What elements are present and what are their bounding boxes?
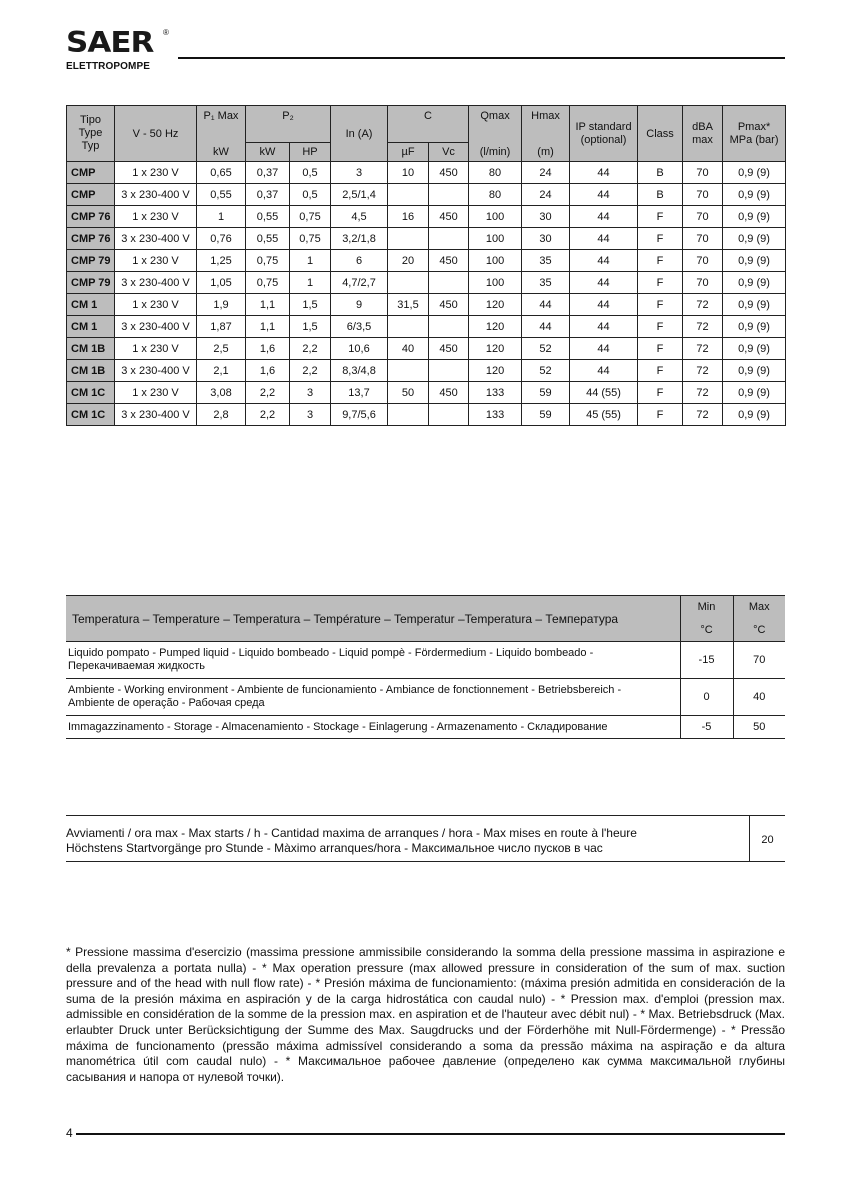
table-row (66, 679, 785, 716)
cell-current: 2,5/1,4 (331, 184, 388, 206)
cell-model: CMP (67, 162, 115, 184)
header-p2-hp: HP (290, 143, 331, 162)
row-text-line: Liquido pompato - Pumped liquid - Liquido bombeado - Liquid pompè - Fördermedium - Liquido bombeado - (68, 647, 594, 659)
cell-model: CMP 76 (67, 228, 115, 250)
header-dba-max: max (692, 133, 713, 146)
cell-dba: 70 (683, 206, 723, 228)
temperature-min-header (680, 596, 733, 642)
cell-class: F (638, 250, 683, 272)
header-p1-max: P₁ Max (197, 106, 246, 143)
cell-pmax: 0,9 (9) (723, 206, 786, 228)
cell-voltage: 3 x 230-400 V (115, 360, 197, 382)
cell-p2-kw: 0,55 (246, 228, 290, 250)
cell-voltage: 3 x 230-400 V (115, 184, 197, 206)
cell-qmax: 133 (469, 404, 522, 426)
cell-p2-kw: 2,2 (246, 382, 290, 404)
table-row (67, 228, 786, 250)
header-tipo-de: Typ (81, 140, 100, 152)
cell-pmax: 0,9 (9) (723, 360, 786, 382)
cell-cap-vc (429, 228, 469, 250)
max-starts-line: Avviamenti / ora max - Max starts / h - Cantidad maxima de arranques / hora - Max mises en route à l'heure (66, 826, 637, 840)
max-label: Max (748, 601, 770, 613)
cell-p2-kw: 1,1 (246, 316, 290, 338)
cell-model: CMP 79 (67, 250, 115, 272)
logo-registered-mark: ® (163, 28, 169, 37)
cell-p1-max: 1,9 (197, 294, 246, 316)
temperature-row-label (66, 679, 680, 716)
cell-p2-hp: 1,5 (290, 294, 331, 316)
cell-p2-hp: 0,5 (290, 162, 331, 184)
table-row (66, 642, 785, 679)
cell-ip: 44 (570, 294, 638, 316)
cell-current: 13,7 (331, 382, 388, 404)
cell-dba: 72 (683, 404, 723, 426)
cell-p1-max: 0,76 (197, 228, 246, 250)
cell-ip: 44 (570, 250, 638, 272)
cell-cap-uf: 10 (388, 162, 429, 184)
cell-cap-vc (429, 184, 469, 206)
cell-voltage: 1 x 230 V (115, 294, 197, 316)
cell-model: CM 1B (67, 338, 115, 360)
cell-voltage: 1 x 230 V (115, 382, 197, 404)
cell-model: CMP (67, 184, 115, 206)
cell-cap-vc: 450 (429, 250, 469, 272)
cell-p2-hp: 0,75 (290, 206, 331, 228)
max-starts-box (66, 815, 785, 862)
header-ip-standard: IP standard (575, 120, 632, 133)
cell-hmax: 24 (522, 162, 570, 184)
temperature-min-value: -5 (680, 716, 733, 739)
header-hmax-unit: (m) (522, 143, 570, 162)
cell-cap-vc (429, 404, 469, 426)
cell-class: F (638, 382, 683, 404)
cell-class: F (638, 338, 683, 360)
saer-logo (66, 28, 176, 74)
temperature-max-value: 70 (733, 642, 785, 679)
cell-cap-vc (429, 360, 469, 382)
cell-dba: 72 (683, 294, 723, 316)
cell-hmax: 24 (522, 184, 570, 206)
pressure-footnote: * Pressione massima d'esercizio (massima pressione ammissibile considerando la somma della pressione massima in aspirazione e della prevalenza a portata nulla) - * Max operation pressure (max allowed pressure in consideration of the sum of max. suction pressure and of the head with null flow rate) - * Presión máxima de funcionamiento: (máxima presión admitida en consideración de la suma de la presión máxima en aspiración y de la carga hidrostática con caudal nulo) - * Pression max. d'emploi (pression max. admissible en considération de la somme de la pression max. en aspiration et de l'hauteur avec débit nul) - * Max. Betriebsdruck (Max. erlaubter Druck unter Berücksichtigung der Summe des Max. Saugdrucks und der Förderhöhe mit Null-Fördermenge) - * Pressão máxima de funcionamento (pressão máxima admissível considerando a soma da pressão máxima na aspiração e da altura manométrica útil com caudal nulo) - * Максимальное рабочее давление (определено как сумма максимальной глубины сасывания и напора от нулевой точки). (66, 945, 785, 1084)
cell-current: 4,7/2,7 (331, 272, 388, 294)
header-c: C (388, 106, 469, 143)
cell-cap-uf (388, 404, 429, 426)
cell-p2-hp: 1 (290, 272, 331, 294)
cell-cap-vc: 450 (429, 162, 469, 184)
cell-current: 9 (331, 294, 388, 316)
cell-cap-uf: 50 (388, 382, 429, 404)
header-hmax: Hmax (522, 106, 570, 143)
cell-hmax: 44 (522, 294, 570, 316)
cell-ip: 44 (570, 228, 638, 250)
cell-hmax: 35 (522, 272, 570, 294)
cell-voltage: 1 x 230 V (115, 206, 197, 228)
table-row (66, 716, 785, 739)
cell-p1-max: 0,65 (197, 162, 246, 184)
cell-voltage: 3 x 230-400 V (115, 316, 197, 338)
cell-qmax: 120 (469, 316, 522, 338)
cell-model: CM 1C (67, 404, 115, 426)
cell-pmax: 0,9 (9) (723, 382, 786, 404)
cell-class: F (638, 206, 683, 228)
cell-p1-max: 1 (197, 206, 246, 228)
cell-cap-vc (429, 272, 469, 294)
cell-hmax: 30 (522, 206, 570, 228)
header-voltage: V - 50 Hz (115, 106, 197, 162)
cell-current: 9,7/5,6 (331, 404, 388, 426)
cell-p2-kw: 0,75 (246, 250, 290, 272)
header-p1-unit: kW (197, 143, 246, 162)
temperature-row-label (66, 642, 680, 679)
table-row (67, 316, 786, 338)
cell-class: F (638, 316, 683, 338)
cell-ip: 44 (570, 162, 638, 184)
cell-pmax: 0,9 (9) (723, 228, 786, 250)
cell-model: CM 1B (67, 360, 115, 382)
cell-cap-uf (388, 360, 429, 382)
min-unit: °C (700, 624, 713, 636)
cell-dba: 70 (683, 272, 723, 294)
max-starts-label (66, 826, 676, 856)
header-qmax-unit: (l/min) (469, 143, 522, 162)
cell-cap-uf: 20 (388, 250, 429, 272)
cell-ip: 44 (570, 338, 638, 360)
cell-hmax: 59 (522, 382, 570, 404)
cell-hmax: 35 (522, 250, 570, 272)
header-rule (178, 57, 785, 59)
table-row (67, 162, 786, 184)
header-qmax: Qmax (469, 106, 522, 143)
header-pmax (723, 106, 786, 162)
cell-p2-hp: 0,5 (290, 184, 331, 206)
cell-p2-hp: 2,2 (290, 360, 331, 382)
row-text-line: Ambiente - Working environment - Ambiente de funcionamiento - Ambiance de fonctionnement - Betriebsbereich - (68, 684, 622, 696)
cell-current: 3 (331, 162, 388, 184)
cell-model: CM 1 (67, 316, 115, 338)
cell-p2-kw: 0,37 (246, 184, 290, 206)
cell-qmax: 80 (469, 184, 522, 206)
cell-p2-kw: 0,37 (246, 162, 290, 184)
cell-p1-max: 2,1 (197, 360, 246, 382)
header-pmax-label: Pmax* (737, 120, 771, 133)
row-text-line: Перекачиваемая жидкость (68, 660, 205, 672)
cell-cap-uf: 40 (388, 338, 429, 360)
cell-p2-kw: 1,1 (246, 294, 290, 316)
cell-current: 10,6 (331, 338, 388, 360)
cell-voltage: 1 x 230 V (115, 250, 197, 272)
row-text-line: Immagazzinamento - Storage - Almacenamiento - Stockage - Einlagerung - Armazenamento - Складирование (68, 720, 608, 733)
cell-p1-max: 0,55 (197, 184, 246, 206)
cell-p2-hp: 1,5 (290, 316, 331, 338)
table-row (67, 250, 786, 272)
cell-ip: 44 (55) (570, 382, 638, 404)
cell-qmax: 120 (469, 360, 522, 382)
footer-rule (76, 1133, 785, 1135)
table-row (67, 206, 786, 228)
cell-ip: 44 (570, 272, 638, 294)
table-row (67, 272, 786, 294)
cell-voltage: 3 x 230-400 V (115, 404, 197, 426)
cell-dba: 72 (683, 360, 723, 382)
cell-dba: 70 (683, 250, 723, 272)
cell-hmax: 30 (522, 228, 570, 250)
cell-p1-max: 1,25 (197, 250, 246, 272)
cell-p2-kw: 0,75 (246, 272, 290, 294)
pump-spec-table (66, 105, 786, 426)
temperature-row-label (66, 716, 680, 739)
cell-ip: 45 (55) (570, 404, 638, 426)
cell-qmax: 120 (469, 294, 522, 316)
logo-subtitle: ELETTROPOMPE (66, 61, 150, 72)
header-p2-kw: kW (246, 143, 290, 162)
cell-voltage: 3 x 230-400 V (115, 272, 197, 294)
cell-qmax: 120 (469, 338, 522, 360)
header-ip-optional: (optional) (580, 133, 627, 146)
header-dba-label: dBA (692, 120, 713, 133)
cell-model: CM 1 (67, 294, 115, 316)
max-unit: °C (753, 624, 766, 636)
cell-cap-uf (388, 272, 429, 294)
cell-class: F (638, 404, 683, 426)
cell-model: CM 1C (67, 382, 115, 404)
cell-dba: 72 (683, 338, 723, 360)
table-row (67, 360, 786, 382)
cell-pmax: 0,9 (9) (723, 316, 786, 338)
temperature-title: Temperatura – Temperature – Temperatura – Température – Temperatur –Temperatura – Температура (66, 596, 680, 642)
header-in-a: In (A) (331, 106, 388, 162)
cell-qmax: 133 (469, 382, 522, 404)
cell-p1-max: 1,87 (197, 316, 246, 338)
page-number: 4 (66, 1126, 73, 1140)
max-starts-value: 20 (761, 834, 774, 846)
cell-current: 6 (331, 250, 388, 272)
cell-model: CMP 79 (67, 272, 115, 294)
header-p2: P₂ (246, 106, 331, 143)
cell-p1-max: 1,05 (197, 272, 246, 294)
cell-cap-uf (388, 316, 429, 338)
cell-p2-hp: 1 (290, 250, 331, 272)
cell-voltage: 1 x 230 V (115, 338, 197, 360)
cell-current: 4,5 (331, 206, 388, 228)
cell-dba: 72 (683, 316, 723, 338)
cell-hmax: 52 (522, 360, 570, 382)
cell-ip: 44 (570, 316, 638, 338)
cell-voltage: 1 x 230 V (115, 162, 197, 184)
cell-dba: 70 (683, 184, 723, 206)
cell-p1-max: 2,8 (197, 404, 246, 426)
header-pmax-unit: MPa (bar) (729, 133, 779, 146)
cell-p2-kw: 2,2 (246, 404, 290, 426)
cell-p2-hp: 3 (290, 382, 331, 404)
cell-class: F (638, 228, 683, 250)
cell-class: F (638, 360, 683, 382)
cell-ip: 44 (570, 360, 638, 382)
cell-cap-vc: 450 (429, 338, 469, 360)
cell-cap-vc: 450 (429, 382, 469, 404)
cell-current: 3,2/1,8 (331, 228, 388, 250)
cell-ip: 44 (570, 184, 638, 206)
header-ip (570, 106, 638, 162)
cell-qmax: 100 (469, 250, 522, 272)
cell-cap-vc (429, 316, 469, 338)
header-dba (683, 106, 723, 162)
cell-qmax: 80 (469, 162, 522, 184)
header-c-uf: µF (388, 143, 429, 162)
cell-p2-kw: 1,6 (246, 360, 290, 382)
table-row (67, 382, 786, 404)
table-row (67, 294, 786, 316)
header-tipo-en: Type (78, 127, 103, 139)
cell-class: F (638, 294, 683, 316)
max-starts-line: Höchstens Startvorgänge pro Stunde - Màximo arranques/hora - Максимальное число пусков в час (66, 841, 603, 855)
cell-p2-hp: 3 (290, 404, 331, 426)
cell-pmax: 0,9 (9) (723, 338, 786, 360)
cell-cap-uf: 16 (388, 206, 429, 228)
cell-current: 6/3,5 (331, 316, 388, 338)
cell-p2-kw: 0,55 (246, 206, 290, 228)
header-c-vc: Vc (429, 143, 469, 162)
cell-class: B (638, 162, 683, 184)
cell-pmax: 0,9 (9) (723, 294, 786, 316)
temperature-table (66, 595, 785, 739)
header-tipo (67, 106, 115, 162)
row-text-line: Ambiente de operação - Рабочая среда (68, 697, 265, 709)
cell-qmax: 100 (469, 228, 522, 250)
cell-p2-kw: 1,6 (246, 338, 290, 360)
temperature-max-value: 50 (733, 716, 785, 739)
table-row (67, 338, 786, 360)
cell-hmax: 44 (522, 316, 570, 338)
cell-cap-vc: 450 (429, 206, 469, 228)
cell-cap-uf (388, 228, 429, 250)
header-tipo-it: Tipo (80, 114, 101, 126)
cell-ip: 44 (570, 206, 638, 228)
temperature-max-value: 40 (733, 679, 785, 716)
temperature-min-value: 0 (680, 679, 733, 716)
cell-hmax: 59 (522, 404, 570, 426)
cell-model: CMP 76 (67, 206, 115, 228)
cell-dba: 72 (683, 382, 723, 404)
cell-class: B (638, 184, 683, 206)
header-class: Class (638, 106, 683, 162)
temperature-min-value: -15 (680, 642, 733, 679)
cell-pmax: 0,9 (9) (723, 404, 786, 426)
logo-brand: SAER (66, 26, 154, 60)
temperature-max-header (733, 596, 785, 642)
cell-cap-vc: 450 (429, 294, 469, 316)
cell-current: 8,3/4,8 (331, 360, 388, 382)
cell-p1-max: 3,08 (197, 382, 246, 404)
spec-table-body (67, 162, 786, 426)
cell-p2-hp: 0,75 (290, 228, 331, 250)
cell-cap-uf (388, 184, 429, 206)
cell-p1-max: 2,5 (197, 338, 246, 360)
cell-dba: 70 (683, 162, 723, 184)
cell-hmax: 52 (522, 338, 570, 360)
cell-p2-hp: 2,2 (290, 338, 331, 360)
table-row (67, 404, 786, 426)
cell-pmax: 0,9 (9) (723, 162, 786, 184)
cell-dba: 70 (683, 228, 723, 250)
cell-pmax: 0,9 (9) (723, 184, 786, 206)
cell-pmax: 0,9 (9) (723, 250, 786, 272)
min-label: Min (697, 601, 716, 613)
cell-qmax: 100 (469, 272, 522, 294)
cell-pmax: 0,9 (9) (723, 272, 786, 294)
cell-qmax: 100 (469, 206, 522, 228)
table-row (67, 184, 786, 206)
cell-cap-uf: 31,5 (388, 294, 429, 316)
cell-class: F (638, 272, 683, 294)
cell-voltage: 3 x 230-400 V (115, 228, 197, 250)
